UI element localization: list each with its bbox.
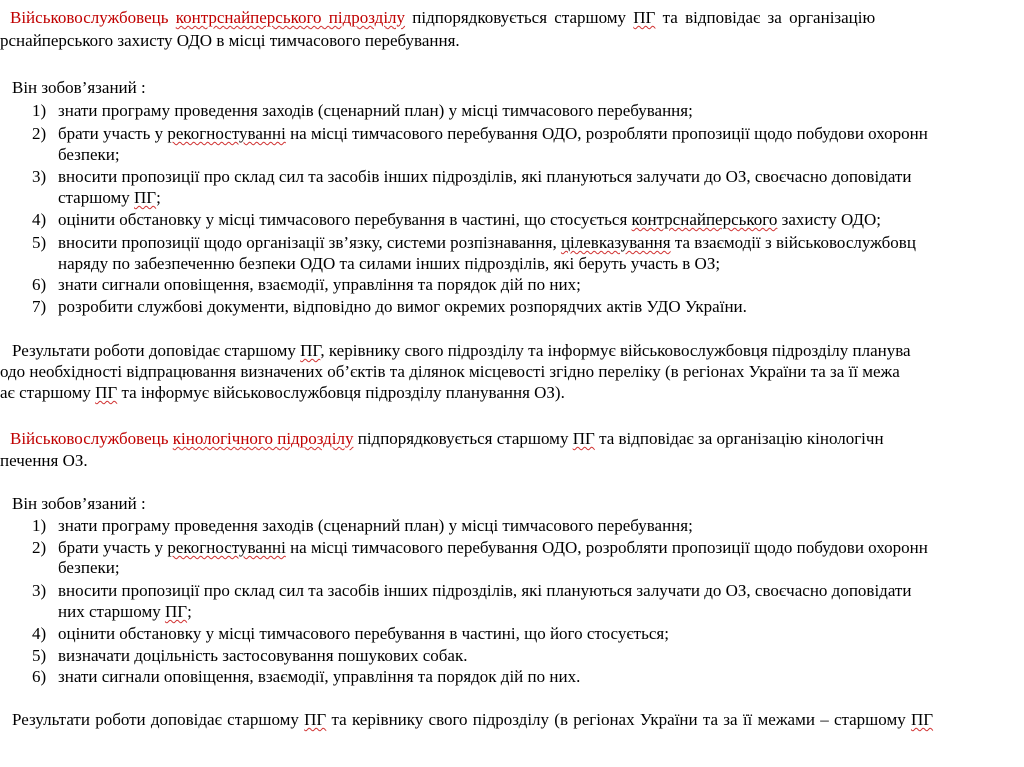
s1-item-7-text: розробити службові документи, відповідно до вимог окремих розпорядчих актів УДО України. — [58, 297, 747, 316]
section2-intro-text: підпорядковується старшому — [357, 429, 569, 448]
s1-item-1-text: знати програму проведення заходів (сценарний план) у місці тимчасового перебування; — [58, 101, 693, 120]
s1-item-5-post: та взаємодії з військовослужбовц — [670, 233, 916, 252]
s2-item-2-number: 2) — [32, 538, 47, 557]
section1-unit-name: контрснайперського підрозділу — [175, 8, 406, 27]
s2-item-3-line2 — [58, 602, 192, 622]
section1-intro-text2: та відповідає за організацію — [662, 8, 876, 27]
s2-item-2-sq: рекогностуванні — [167, 538, 286, 557]
s2-item-6-text: знати сигнали оповіщення, взаємодії, управління та порядок дій по них. — [58, 667, 581, 686]
s1-item-2-line2: безпеки; — [58, 145, 120, 164]
s1-item-2-post: на місці тимчасового перебування ОДО, розробляти пропозиції щодо побудови охоронн — [285, 124, 928, 143]
s2-item-4-number: 4) — [32, 624, 47, 643]
s1-item-5-pre: вносити пропозиції щодо організації зв’язку, системи розпізнавання, — [58, 233, 561, 252]
s2-item-5-text: визначати доцільність застосовування пошукових собак. — [58, 646, 468, 665]
s2-item-3-line2-pre: них старшому — [58, 602, 165, 621]
s1-item-3-line2-post: ; — [156, 188, 161, 207]
s1-result-sq: ПГ — [300, 341, 321, 360]
s2-item-4-text: оцінити обстановку у місці тимчасового перебування в частині, що його стосується; — [58, 624, 669, 643]
s1-item-4-post: захисту ОДО; — [777, 210, 881, 229]
section2-intro-pg: ПГ — [572, 429, 595, 448]
s1-item-7-number: 7) — [32, 297, 47, 316]
s1-item-4-pre: оцінити обстановку у місці тимчасового перебування в частині, що стосується — [58, 210, 632, 229]
s1-result-line2: одо необхідності відпрацювання визначених об’єктів та ділянок місцевості згідно переліку (в регіонах України та за її межа — [0, 362, 900, 381]
s2-result-sq: ПГ — [304, 710, 327, 729]
s1-item-4-text — [58, 210, 881, 230]
s1-item-3-text: вносити пропозиції про склад сил та засобів інших підрозділів, які плануються залучати до ОЗ, своєчасно доповідати — [58, 167, 912, 186]
s2-item-2-text — [58, 538, 928, 558]
s1-item-3-number: 3) — [32, 167, 47, 186]
s1-item-3-line2 — [58, 188, 161, 208]
s1-item-5-number: 5) — [32, 233, 47, 252]
s2-result-pre: Результати роботи доповідає старшому — [12, 710, 305, 729]
s1-item-5-text — [58, 233, 916, 253]
s2-result-end: ПГ — [910, 710, 934, 729]
s1-result-line3-pre: ає старшому — [0, 383, 96, 402]
s1-item-6-text: знати сигнали оповіщення, взаємодії, управління та порядок дій по них; — [58, 275, 581, 294]
s1-item-2-text — [58, 124, 928, 144]
section2-obliged: Він зобов’язаний : — [12, 494, 146, 513]
section2-intro-line2: печення ОЗ. — [0, 451, 88, 470]
s1-item-5-sq: цілевказування — [560, 233, 671, 252]
s2-result-post: та керівнику свого підрозділу (в регіонах України та за її межами – старшому — [326, 710, 911, 729]
s1-item-2-sq: рекогностуванні — [167, 124, 286, 143]
s1-result-line3-sq: ПГ — [95, 383, 118, 402]
section1-title: Військовослужбовець — [10, 8, 169, 27]
s1-item-5-line2: наряду по забезпеченню безпеки ОДО та силами інших підрозділів, які беруть участь в ОЗ; — [58, 254, 721, 273]
section1-obliged: Він зобов’язаний : — [12, 78, 146, 97]
s1-result-line3 — [0, 383, 565, 403]
s2-item-3-text: вносити пропозиції про склад сил та засобів інших підрозділів, які плануються залучати до ОЗ, своєчасно доповідати — [58, 581, 912, 600]
s2-item-5-number: 5) — [32, 646, 47, 665]
s2-item-2-post: на місці тимчасового перебування ОДО, розробляти пропозиції щодо побудови охоронн — [285, 538, 928, 557]
s2-item-1-text: знати програму проведення заходів (сценарний план) у місці тимчасового перебування; — [58, 516, 693, 535]
s1-result-line3-post: та інформує військовослужбовця підрозділу планування ОЗ). — [117, 383, 565, 402]
section1-intro-line2: рснайперського захисту ОДО в місці тимчасового перебування. — [0, 31, 460, 50]
section1-intro-pg: ПГ — [633, 8, 656, 27]
s2-result-line1 — [12, 710, 1024, 730]
s1-item-3-line2-pre: старшому — [58, 188, 135, 207]
s2-item-2-line2: безпеки; — [58, 558, 120, 577]
s1-item-6-number: 6) — [32, 275, 47, 294]
section2-intro-text2: та відповідає за організацію кінологічн — [599, 429, 884, 448]
s1-item-1-number: 1) — [32, 101, 47, 120]
section2-unit-name: кінологічного підрозділу — [172, 429, 354, 448]
section2-title: Військовослужбовець — [10, 429, 169, 448]
section1-intro-text: підпорядковується старшому — [412, 8, 627, 27]
s1-result-line1 — [12, 341, 911, 361]
section1-intro-line1 — [10, 8, 1024, 28]
s2-item-3-line2-post: ; — [187, 602, 192, 621]
s2-item-3-line2-sq: ПГ — [164, 602, 188, 621]
s1-result-post: , керівнику свого підрозділу та інформує військовослужбовця підрозділу планува — [320, 341, 911, 360]
s1-result-pre: Результати роботи доповідає старшому — [12, 341, 301, 360]
s1-item-2-number: 2) — [32, 124, 47, 143]
s2-item-3-number: 3) — [32, 581, 47, 600]
s2-item-2-pre: брати участь у — [58, 538, 168, 557]
s1-item-4-number: 4) — [32, 210, 47, 229]
s1-item-2-pre: брати участь у — [58, 124, 168, 143]
s2-item-6-number: 6) — [32, 667, 47, 686]
s1-item-3-line2-sq: ПГ — [134, 188, 157, 207]
section2-intro-line1 — [10, 429, 1024, 449]
s2-item-1-number: 1) — [32, 516, 47, 535]
s1-item-4-sq: контрснайперського — [631, 210, 778, 229]
